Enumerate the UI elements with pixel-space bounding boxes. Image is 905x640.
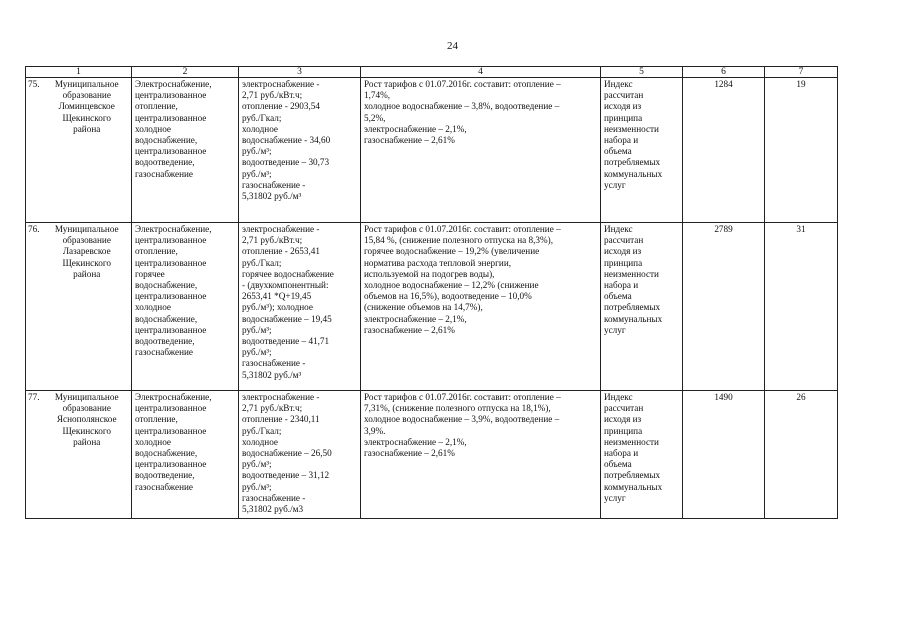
tariffs-cell: электроснабжение - 2,71 руб./кВт.ч; отопление - 2653,41 руб./Гкал; горячее водоснабжение - (двухкомпонентный: 2653,41 *Q+19,45 руб./м³); холодное водоснабжение – 19,45 руб./м³; водоотведение – 41,71 руб./м³; газоснабжение - 5,31802 руб./м³	[239, 223, 361, 391]
value-col7: 19	[765, 78, 838, 223]
tariff-growth-cell: Рост тарифов с 01.07.2016г. составит: отопление – 1,74%, холодное водоснабжение – 3,8%, водоотведение – 5,2%, электроснабжение – 2,1%, газоснабжение – 2,61%	[361, 78, 601, 223]
row-number: 77.	[28, 392, 40, 402]
row-number: 75.	[28, 79, 40, 89]
value-col6: 2789	[683, 223, 765, 391]
table-row	[26, 223, 838, 391]
municipality-cell	[26, 78, 132, 223]
basis-cell: Индекс рассчитан исходя из принципа неизменности набора и объема потребляемых коммунальных услуг	[601, 391, 683, 519]
table-row	[26, 78, 838, 223]
value-col6: 1490	[683, 391, 765, 519]
column-header: 6	[683, 67, 765, 78]
table-row	[26, 391, 838, 519]
municipality-cell	[26, 391, 132, 519]
header-row	[26, 67, 838, 78]
tariff-growth-cell: Рост тарифов с 01.07.2016г. составит: отопление – 7,31%, (снижение полезного отпуска на 18,1%), холодное водоснабжение – 3,9%, водоотведение – 3,9%. электроснабжение – 2,1%, газоснабжение – 2,61%	[361, 391, 601, 519]
value-col7: 26	[765, 391, 838, 519]
basis-cell: Индекс рассчитан исходя из принципа неизменности набора и объема потребляемых коммунальных услуг	[601, 223, 683, 391]
page-number: 24	[447, 40, 458, 52]
column-header: 5	[601, 67, 683, 78]
value-col6: 1284	[683, 78, 765, 223]
column-header: 1	[26, 67, 132, 78]
basis-cell: Индекс рассчитан исходя из принципа неизменности набора и объема потребляемых коммунальных услуг	[601, 78, 683, 223]
tariff-table	[25, 66, 838, 519]
municipality-name: Муниципальное образование Ломинцевское Щекинского района	[54, 79, 119, 134]
row-number: 76.	[28, 224, 40, 234]
column-header: 3	[239, 67, 361, 78]
tariff-growth-cell: Рост тарифов с 01.07.2016г. составит: отопление – 15,84 %, (снижение полезного отпуска на 8,3%), горячее водоснабжение – 19,2% (увеличение норматива расхода тепловой энергии, используемой на подогрев воды), холодное водоснабжение – 12,2% (снижение объемов на 16,5%), водоотведение – 10,0% (снижение объемов на 14,7%), электроснабжение – 2,1%, газоснабжение – 2,61%	[361, 223, 601, 391]
tariffs-cell: электроснабжение - 2,71 руб./кВт.ч; отопление - 2903,54 руб./Гкал; холодное водоснабжение - 34,60 руб./м³; водоотведение – 30,73 руб./м³; газоснабжение - 5,31802 руб./м³	[239, 78, 361, 223]
tariffs-cell: электроснабжение - 2,71 руб./кВт.ч; отопление - 2340,11 руб./Гкал; холодное водоснабжение – 26,50 руб./м³; водоотведение – 31,12 руб./м³; газоснабжение - 5,31802 руб./м3	[239, 391, 361, 519]
services-cell: Электроснабжение, централизованное отопление, централизованное холодное водоснабжение, централизованное водоотведение, газоснабжение	[132, 391, 239, 519]
municipality-name: Муниципальное образование Лазаревское Щекинского района	[54, 224, 119, 279]
column-header: 7	[765, 67, 838, 78]
value-col7: 31	[765, 223, 838, 391]
column-header: 4	[361, 67, 601, 78]
municipality-cell	[26, 223, 132, 391]
municipality-name: Муниципальное образование Яснополянское Щекинского района	[54, 392, 119, 447]
services-cell: Электроснабжение, централизованное отопление, централизованное холодное водоснабжение, централизованное водоотведение, газоснабжение	[132, 78, 239, 223]
column-header: 2	[132, 67, 239, 78]
services-cell: Электроснабжение, централизованное отопление, централизованное горячее водоснабжение, централизованное холодное водоснабжение, централизованное водоотведение, газоснабжение	[132, 223, 239, 391]
